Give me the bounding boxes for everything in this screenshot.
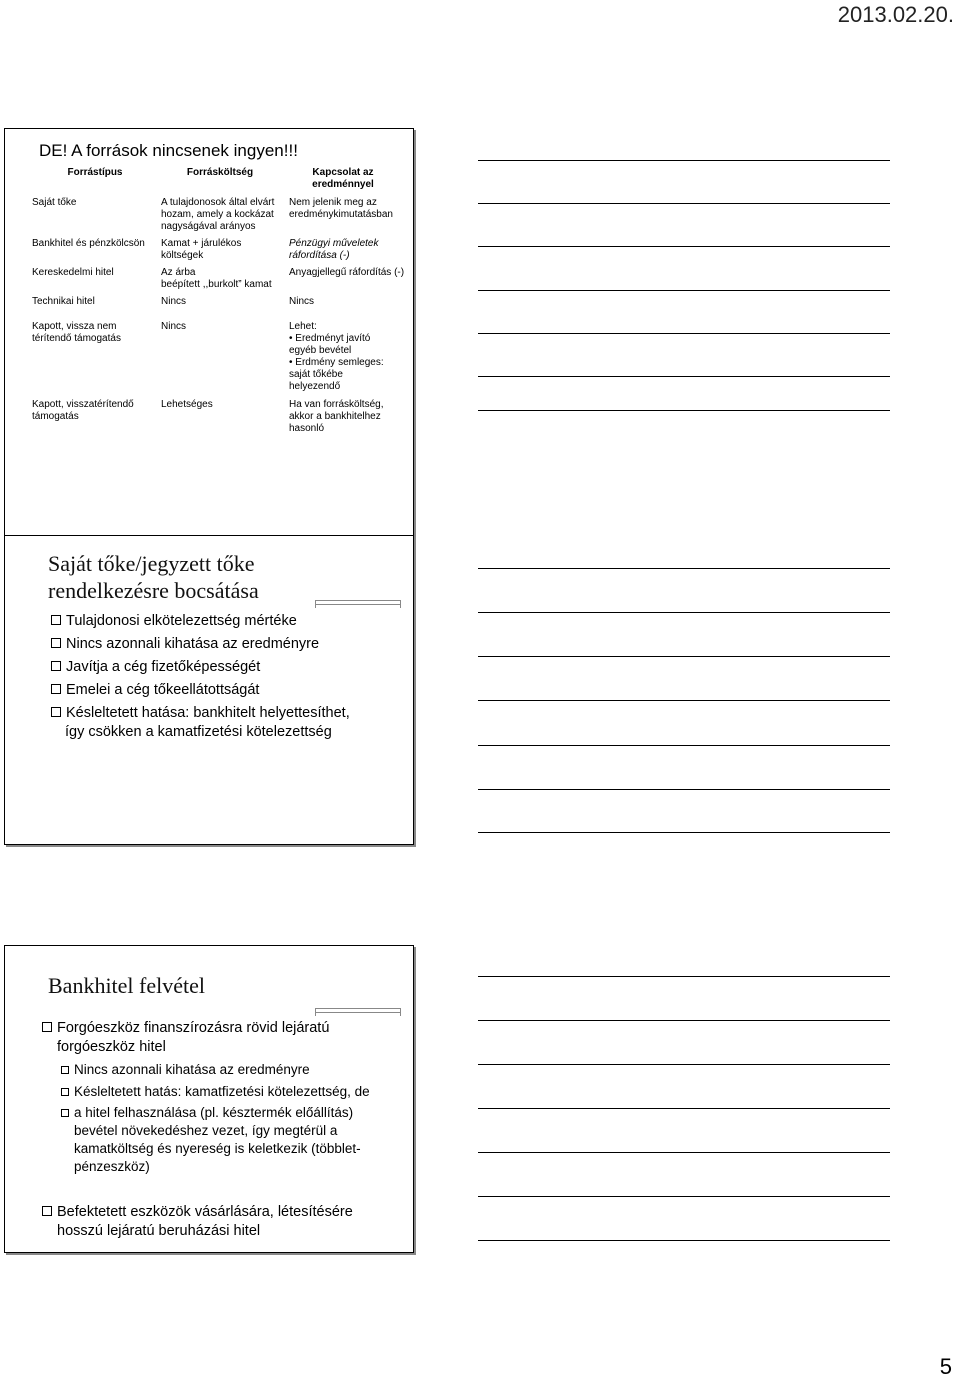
- title-decoration: [315, 1008, 401, 1016]
- note-line: [478, 656, 890, 657]
- table-cell: Kapott, vissza nem térítendő támogatás: [32, 321, 121, 344]
- note-line: [478, 160, 890, 161]
- table-cell: A tulajdonosok által elvárt hozam, amely a kockázat nagyságával arányos: [161, 197, 275, 232]
- bullet-item: Késleltetett hatása: bankhitelt helyettesíthet,: [51, 704, 350, 723]
- note-line: [478, 976, 890, 977]
- note-line: [478, 1108, 890, 1109]
- note-line: [478, 376, 890, 377]
- sub-bullet-continuation: kamatköltség és nyereség is keletkezik (többlet-: [74, 1141, 361, 1156]
- slide-3: [4, 945, 414, 1253]
- bullet-continuation: így csökken a kamatfizetési kötelezettség: [65, 724, 332, 740]
- date-header: 2013.02.20.: [837, 2, 954, 27]
- table-cell: Pénzügyi műveletek ráfordítása (-): [289, 238, 379, 261]
- bullet-continuation: forgóeszköz hitel: [57, 1039, 166, 1055]
- note-line: [478, 832, 890, 833]
- table-header: Kapcsolat az eredménnyel: [312, 167, 374, 190]
- notes-lines-3: [478, 976, 890, 1241]
- slide-title: [48, 550, 259, 604]
- note-line: [478, 333, 890, 334]
- notes-lines-1: [478, 160, 890, 410]
- note-line: [478, 203, 890, 204]
- notes-lines-2: [478, 568, 890, 833]
- note-line: [478, 789, 890, 790]
- note-line: [478, 290, 890, 291]
- table-cell: Anyagjellegű ráfordítás (-): [289, 267, 405, 278]
- sub-bullet-item: a hitel felhasználása (pl. késztermék előállítás): [61, 1104, 353, 1122]
- note-line: [478, 410, 890, 411]
- table-cell: Technikai hitel: [32, 296, 95, 307]
- table-cell: Lehetséges: [161, 399, 213, 410]
- checkbox-bullet-icon: [42, 1206, 52, 1216]
- table-cell: Lehet: • Eredményt javító egyéb bevétel • Erdmény semleges: saját tőkébe helyezendő: [289, 321, 384, 392]
- checkbox-bullet-icon: [51, 615, 61, 625]
- title-line: rendelkezésre bocsátása: [48, 578, 259, 603]
- table-cell: Kapott, visszatérítendő támogatás: [32, 399, 134, 422]
- note-line: [478, 612, 890, 613]
- title-line: Saját tőke/jegyzett tőke: [48, 551, 255, 576]
- table-cell: Kereskedelmi hitel: [32, 267, 114, 278]
- note-line: [478, 1240, 890, 1241]
- note-line: [478, 745, 890, 746]
- bullet-item: Tulajdonosi elkötelezettség mértéke: [51, 612, 297, 631]
- bullet-item: Javítja a cég fizetőképességét: [51, 658, 260, 677]
- table-cell: Nincs: [161, 321, 187, 332]
- title-decoration: [315, 600, 401, 608]
- checkbox-bullet-icon: [51, 684, 61, 694]
- note-line: [478, 568, 890, 569]
- table-header: Forrástípus: [67, 167, 123, 178]
- table-cell: Kamat + járulékos költségek: [161, 238, 242, 261]
- note-line: [478, 246, 890, 247]
- checkbox-bullet-icon: [61, 1088, 69, 1096]
- note-line: [478, 700, 890, 701]
- bullet-item: Forgóeszköz finanszírozásra rövid lejáratú: [42, 1019, 329, 1038]
- sub-bullet-item: Nincs azonnali kihatása az eredményre: [61, 1061, 310, 1079]
- bullet-item: Nincs azonnali kihatása az eredményre: [51, 635, 319, 654]
- sub-bullet-item: Késleltetett hatás: kamatfizetési kötelezettség, de: [61, 1083, 370, 1101]
- sub-bullet-continuation: bevétel növekedéshez vezet, így megtérül a: [74, 1123, 338, 1138]
- slide-title: DE! A források nincsenek ingyen!!!: [39, 141, 298, 160]
- table-cell: Ha van forrásköltség, akkor a bankhitelhez hasonló: [289, 399, 384, 434]
- page-number: 5: [939, 1354, 952, 1379]
- bullet-item: Befektetett eszközök vásárlására, létesítésére: [42, 1203, 353, 1222]
- slide-2: [4, 535, 414, 845]
- bullet-item: Emelei a cég tőkeellátottságát: [51, 681, 259, 700]
- checkbox-bullet-icon: [61, 1109, 69, 1117]
- checkbox-bullet-icon: [42, 1022, 52, 1032]
- table-header: Forrásköltség: [186, 167, 254, 178]
- table-cell: Saját tőke: [32, 197, 77, 208]
- checkbox-bullet-icon: [51, 707, 61, 717]
- slide-title: Bankhitel felvétel: [48, 973, 205, 998]
- table-cell: Nem jelenik meg az eredménykimutatásban: [289, 197, 393, 220]
- table-cell: Bankhitel és pénzkölcsön: [32, 238, 145, 249]
- note-line: [478, 1196, 890, 1197]
- bullet-continuation: hosszú lejáratú beruházási hitel: [57, 1223, 261, 1239]
- table-cell: Az árba beépített ,,burkolt” kamat: [161, 267, 272, 290]
- checkbox-bullet-icon: [61, 1066, 69, 1074]
- checkbox-bullet-icon: [51, 661, 61, 671]
- note-line: [478, 1064, 890, 1065]
- note-line: [478, 1020, 890, 1021]
- table-cell: Nincs: [289, 296, 315, 307]
- checkbox-bullet-icon: [51, 638, 61, 648]
- table-cell: Nincs: [161, 296, 187, 307]
- sub-bullet-continuation: pénzeszköz): [74, 1159, 150, 1174]
- note-line: [478, 1152, 890, 1153]
